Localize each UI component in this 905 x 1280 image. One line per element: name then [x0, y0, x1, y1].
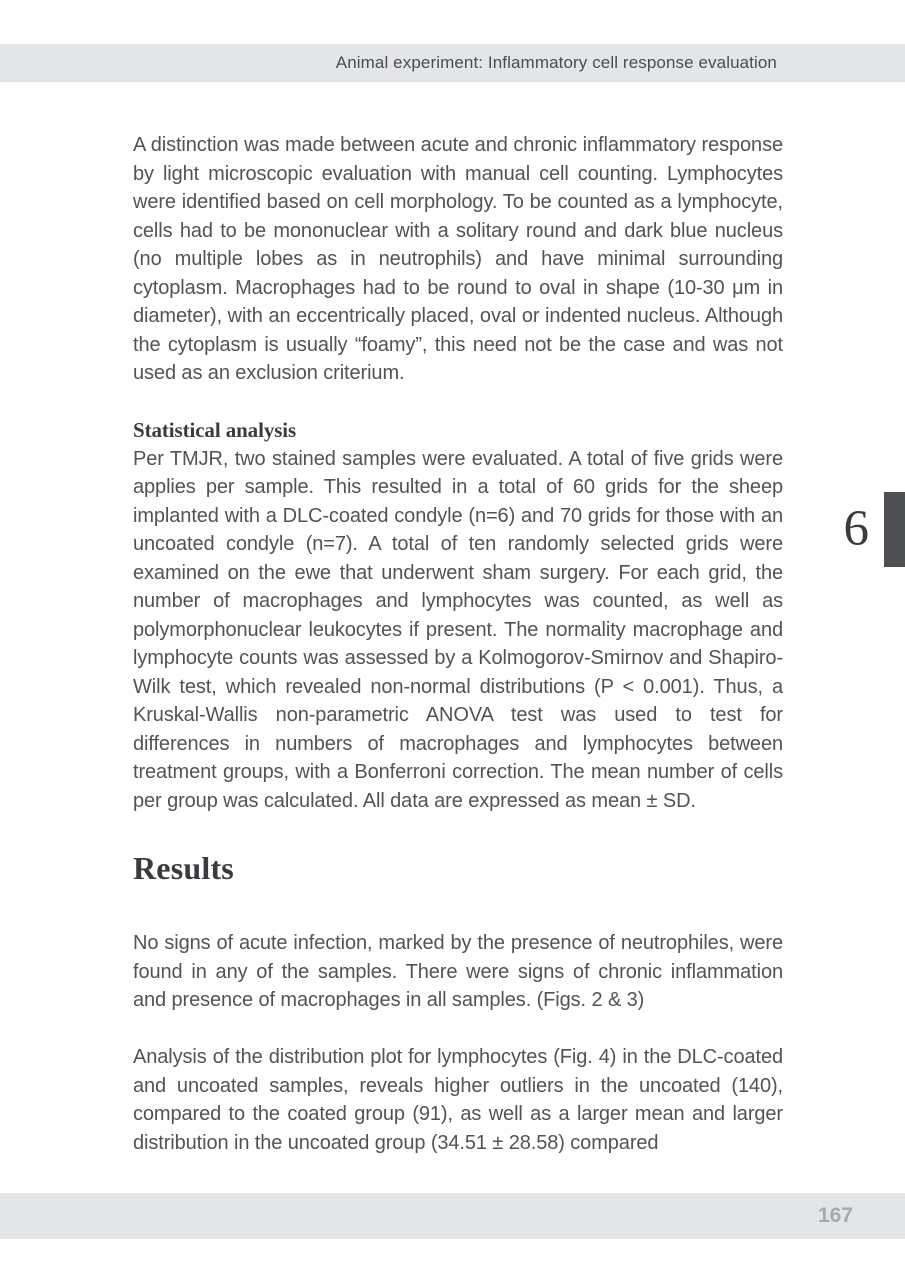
- paragraph-results-1: No signs of acute infection, marked by the presence of neutrophiles, were found in any of the samples. There were signs of chronic inflammation and presence of macrophages in all samples. (Figs. 2 & 3): [133, 932, 783, 1011]
- paragraph-statistical-analysis: Per TMJR, two stained samples were evaluated. A total of five grids were applies per sample. This resulted in a total of 60 grids for the sheep implanted with a DLC-coated condyle (n=6) and 70 grids for those with an uncoated condyle (n=7). A total of ten randomly selected grids were examined on the ewe that underwent sham surgery. For each grid, the number of macrophages and lymphocytes was counted, as well as polymorphonuclear leukocytes if present. The normality macrophage and lymphocyte counts was assessed by a Kolmogorov-Smirnov and Shapiro-Wilk test, which revealed non-normal distributions (P < 0.001). Thus, a Kruskal-Wallis non-parametric ANOVA test was used to test for differences in numbers of macrophages and lymphocytes between treatment groups, with a Bonferroni correction. The mean number of cells per group was calculated. All data are expressed as mean ± SD.: [133, 447, 783, 812]
- paragraph-cell-counting: A distinction was made between acute and chronic inflammatory response by light microscopic evaluation with manual cell counting. Lymphocytes were identified based on cell morphology. To be counted as a lymphocyte, cells had to be mononuclear with a solitary round and dark blue nucleus (no multiple lobes as in neutrophils) and have minimal surrounding cytoplasm. Macrophages had to be round to oval in shape (10-30 μm in diameter), with an eccentrically placed, oval or indented nucleus. Although the cytoplasm is usually “foamy”, this need not be the case and was not used as an exclusion criterium.: [133, 134, 783, 384]
- paragraph-results-2: Analysis of the distribution plot for lymphocytes (Fig. 4) in the DLC-coated and uncoated samples, reveals higher outliers in the uncoated (140), compared to the coated group (91), as well as a larger mean and larger distribution in the uncoated group (34.51 ± 28.58) compared: [133, 1046, 783, 1154]
- text-column: [133, 131, 783, 1157]
- running-header-band: [0, 44, 905, 82]
- page-number: 167: [817, 1204, 853, 1227]
- statistical-analysis-heading: Statistical analysis: [133, 418, 297, 442]
- results-heading: Results: [133, 850, 234, 886]
- running-header-title: Animal experiment: Inflammatory cell response evaluation: [335, 53, 777, 72]
- footer-band: [0, 1193, 905, 1239]
- chapter-tab-marker: [884, 492, 905, 567]
- chapter-number: 6: [843, 501, 869, 557]
